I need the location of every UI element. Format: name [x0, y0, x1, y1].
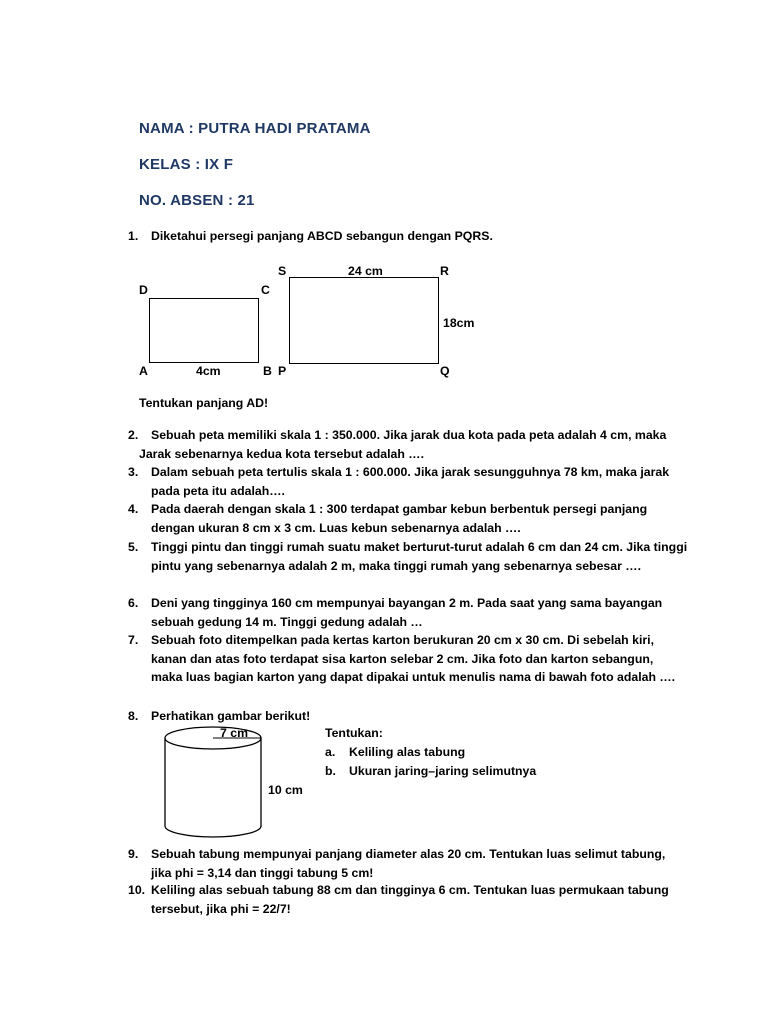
question-number: 9. [128, 847, 139, 861]
label-sr-length: 24 cm [348, 264, 383, 278]
q8-task-b: Ukuran jaring–jaring selimutnya [349, 764, 537, 778]
rectangle-pqrs [289, 277, 439, 364]
question-number: 3. [128, 465, 139, 479]
q8-task-b-marker: b. [325, 764, 336, 778]
question-text: Perhatikan gambar berikut! [151, 709, 311, 723]
label-rq-length: 18cm [443, 316, 475, 330]
label-ab-length: 4cm [196, 364, 221, 378]
q8-task-a-marker: a. [325, 745, 336, 759]
question-number: 10. [128, 883, 146, 897]
question-number: 2. [128, 428, 139, 442]
question-number: 6. [128, 596, 139, 610]
question-text: Dalam sebuah peta tertulis skala 1 : 600.000. Jika jarak sesungguhnya 78 km, maka jarak pada peta itu adalah…. [151, 465, 670, 498]
label-q: Q [440, 364, 450, 378]
q8-task-a: Keliling alas tabung [349, 745, 466, 759]
question-text: Sebuah peta memiliki skala 1 : 350.000. Jika jarak dua kota pada peta adalah 4 cm, maka [151, 428, 667, 442]
student-name: NAMA : PUTRA HADI PRATAMA [139, 120, 371, 137]
question-number: 8. [128, 709, 139, 723]
question-number: 1. [128, 229, 139, 243]
cylinder-bottom-arc [165, 826, 261, 837]
question-text: Tinggi pintu dan tinggi rumah suatu maket berturut-turut adalah 6 cm dan 24 cm. Jika tinggi pintu yang sebenarnya adalah 2 m, maka tinggi rumah yang sebenarnya sebesar …. [151, 540, 688, 573]
q8-tasks-title: Tentukan: [325, 726, 383, 740]
student-number: NO. ABSEN : 21 [139, 192, 255, 209]
label-b: B [263, 364, 272, 378]
label-c: C [261, 283, 270, 297]
q1-instruction: Tentukan panjang AD! [139, 396, 269, 410]
label-s: S [278, 264, 287, 278]
question-text-continued: Jarak sebenarnya kedua kota tersebut adalah …. [139, 446, 425, 461]
question-number: 4. [128, 502, 139, 516]
cylinder-figure [158, 724, 268, 844]
cylinder-height-label: 10 cm [268, 783, 303, 797]
cylinder-diameter-label: 7 cm [220, 726, 249, 740]
label-r: R [440, 264, 449, 278]
question-text: Pada daerah dengan skala 1 : 300 terdapat gambar kebun berbentuk persegi panjang dengan ukuran 8 cm x 3 cm. Luas kebun sebenarnya adalah …. [151, 502, 648, 535]
question-text: Deni yang tingginya 160 cm mempunyai bayangan 2 m. Pada saat yang sama bayangan sebuah gedung 14 m. Tinggi gedung adalah … [151, 596, 663, 629]
label-d: D [139, 283, 148, 297]
label-a: A [139, 364, 148, 378]
label-p: P [278, 364, 287, 378]
question-text: Keliling alas sebuah tabung 88 cm dan tingginya 6 cm. Tentukan luas permukaan tabung tersebut, jika phi = 22/7! [151, 883, 669, 916]
rectangle-abcd [149, 298, 259, 363]
question-text: Sebuah tabung mempunyai panjang diameter alas 20 cm. Tentukan luas selimut tabung, jika phi = 3,14 dan tinggi tabung 5 cm! [151, 847, 666, 880]
student-class: KELAS : IX F [139, 156, 234, 173]
question-number: 7. [128, 633, 139, 647]
question-number: 5. [128, 540, 139, 554]
question-text: Diketahui persegi panjang ABCD sebangun dengan PQRS. [151, 229, 493, 243]
question-text: Sebuah foto ditempelkan pada kertas karton berukuran 20 cm x 30 cm. Di sebelah kiri, kanan dan atas foto terdapat sisa karton selebar 2 cm. Jika foto dan karton sebangun, maka luas bagian karton yang dapat dipakai untuk menulis nama di bawah foto adalah …. [151, 633, 676, 685]
